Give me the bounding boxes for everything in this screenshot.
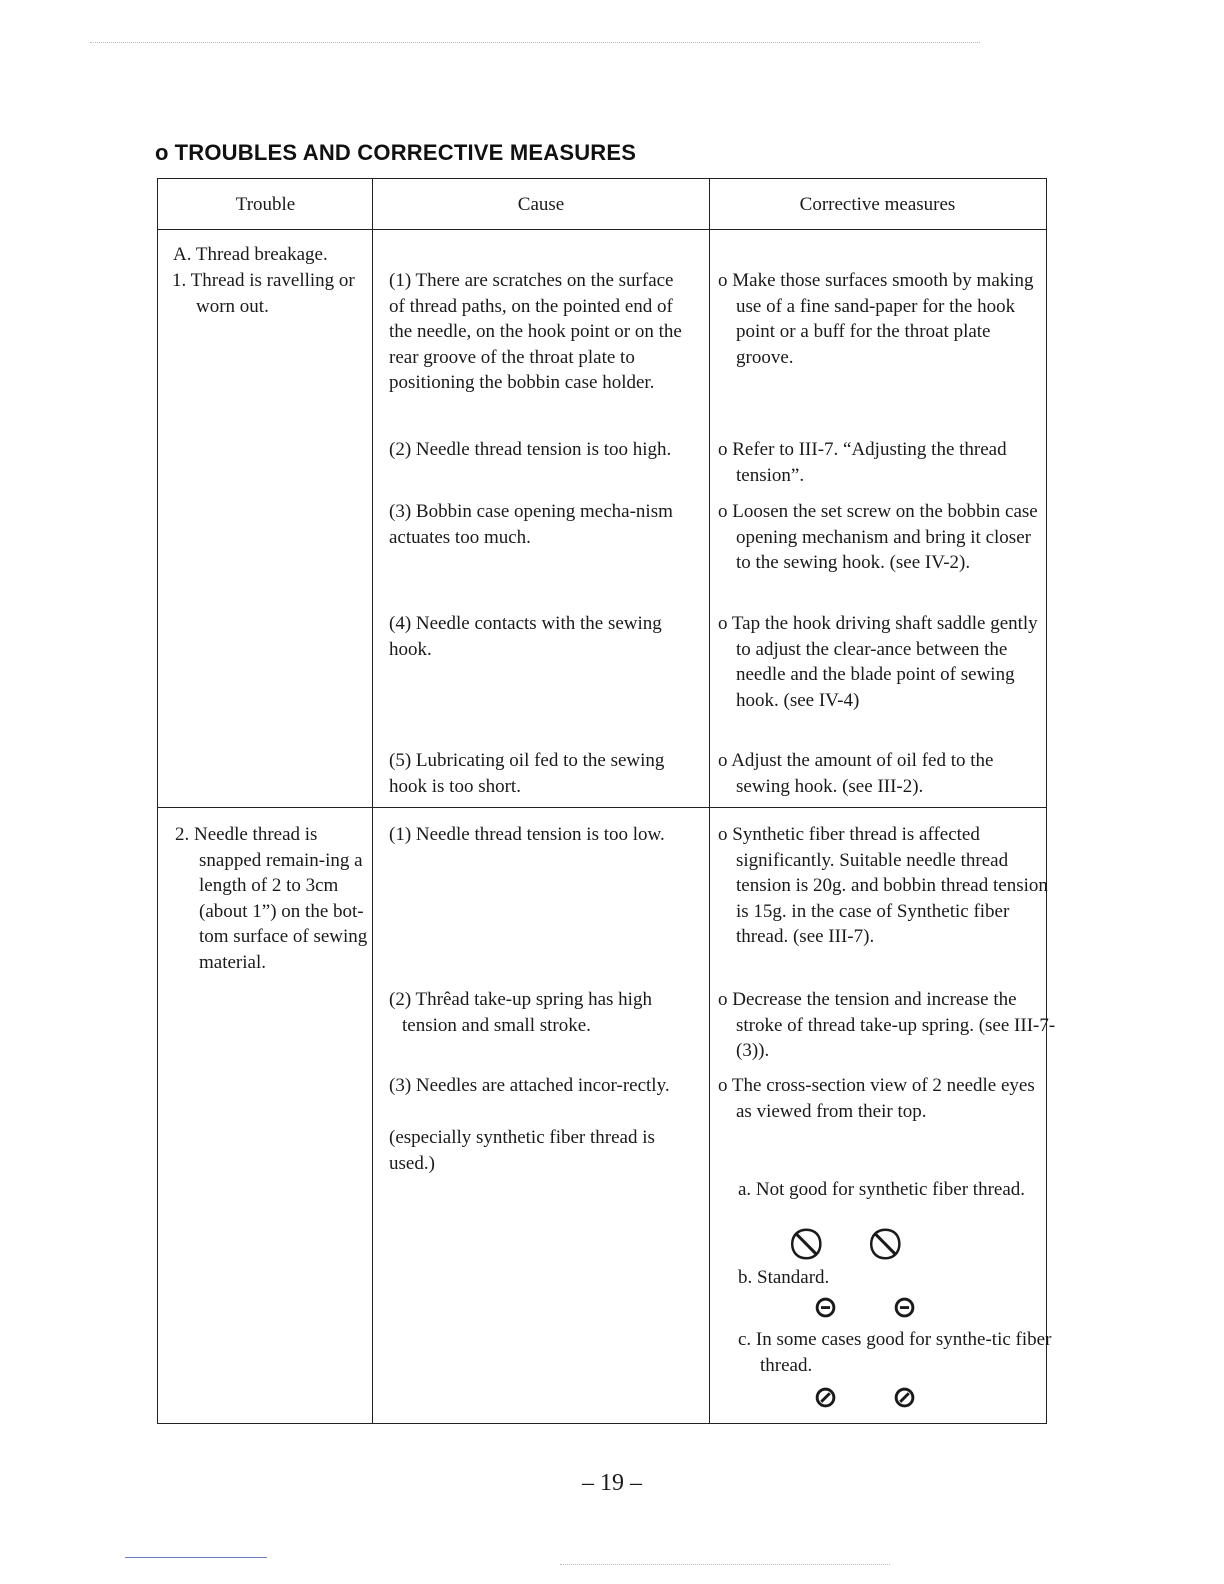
measure-a4: o Tap the hook driving shaft saddle gently to adjust the clear-ance between the needle and the blade point of sewing hook. (see IV-4) — [718, 613, 1038, 711]
measure-a2: o Refer to III-7. “Adjusting the thread tension”. — [718, 439, 1007, 486]
cause-b3-note: (especially synthetic fiber thread is used.) — [389, 1127, 655, 1174]
eye-option-a: a. Not good for synthetic fiber thread. — [738, 1179, 1026, 1200]
measure-a1: o Make those surfaces smooth by making use of a fine sand-paper for the hook point or a buff for the throat plate groove. — [718, 270, 1034, 368]
header-trouble: Trouble — [235, 194, 296, 215]
troubles-table — [157, 178, 1056, 1424]
scan-artifact-top — [90, 42, 980, 43]
needle-eye-b-icon-left: ⊝ — [813, 1290, 839, 1325]
cause-a1: (1) There are scratches on the surface of thread paths, on the pointed end of the needle, on the hook point or on the rear groove of the throat plate to positioning the bobbin case holder. — [389, 270, 682, 394]
cause-b3: (3) Needles are attached incor-rectly. — [389, 1075, 670, 1096]
column-divider-2 — [709, 179, 710, 1423]
cause-b2: (2) Thrêad take-up spring has high tension and small stroke. — [389, 989, 652, 1036]
measure-b3: o The cross-section view of 2 needle eyes as viewed from their top. — [718, 1075, 1035, 1122]
trouble-2: 2. Needle thread is snapped remain-ing a length of 2 to 3cm (about 1”) on the bot-tom surface of sewing material. — [175, 824, 368, 973]
section-divider — [158, 807, 1046, 808]
table-header — [158, 179, 1046, 230]
trouble-1: 1. Thread is ravelling or worn out. — [172, 270, 355, 317]
page-number: – 19 – — [582, 1470, 642, 1496]
scan-artifact-bottom — [560, 1564, 890, 1565]
needle-eye-c-icon-left: ⊘ — [813, 1380, 839, 1415]
cause-b1: (1) Needle thread tension is too low. — [389, 824, 665, 845]
page-title-text: TROUBLES AND CORRECTIVE MEASURES — [174, 140, 637, 165]
cause-a4: (4) Needle contacts with the sewing hook. — [389, 613, 662, 660]
cause-a5: (5) Lubricating oil fed to the sewing hook is too short. — [389, 750, 665, 797]
measure-a5: o Adjust the amount of oil fed to the sewing hook. (see III-2). — [718, 750, 994, 797]
column-divider-1 — [372, 179, 373, 1423]
measure-b2: o Decrease the tension and increase the stroke of thread take-up spring. (see III-7-(3)). — [718, 989, 1056, 1062]
eye-option-c: c. In some cases good for synthe-tic fiber thread. — [738, 1329, 1052, 1376]
cause-a2: (2) Needle thread tension is too high. — [389, 439, 672, 460]
eye-option-b: b. Standard. — [738, 1267, 830, 1288]
measure-a3: o Loosen the set screw on the bobbin case opening mechanism and bring it closer to the sewing hook. (see IV-2). — [718, 501, 1038, 574]
page-title — [155, 140, 636, 166]
section-a-heading: A. Thread breakage. — [173, 244, 328, 265]
needle-eye-c-icon-right: ⊘ — [892, 1380, 918, 1415]
cause-a3: (3) Bobbin case opening mecha-nism actuates too much. — [389, 501, 673, 548]
header-cause: Cause — [517, 194, 565, 215]
header-corrective: Corrective measures — [799, 194, 956, 215]
measure-b1: o Synthetic fiber thread is affected significantly. Suitable needle thread tension is 20g. and bobbin thread tension is 15g. in the case of Synthetic fiber thread. (see III-7). — [718, 824, 1048, 948]
title-bullet: o — [155, 140, 169, 165]
scan-artifact-bottom-left — [125, 1557, 267, 1558]
needle-eye-b-icon-right: ⊝ — [892, 1290, 918, 1325]
